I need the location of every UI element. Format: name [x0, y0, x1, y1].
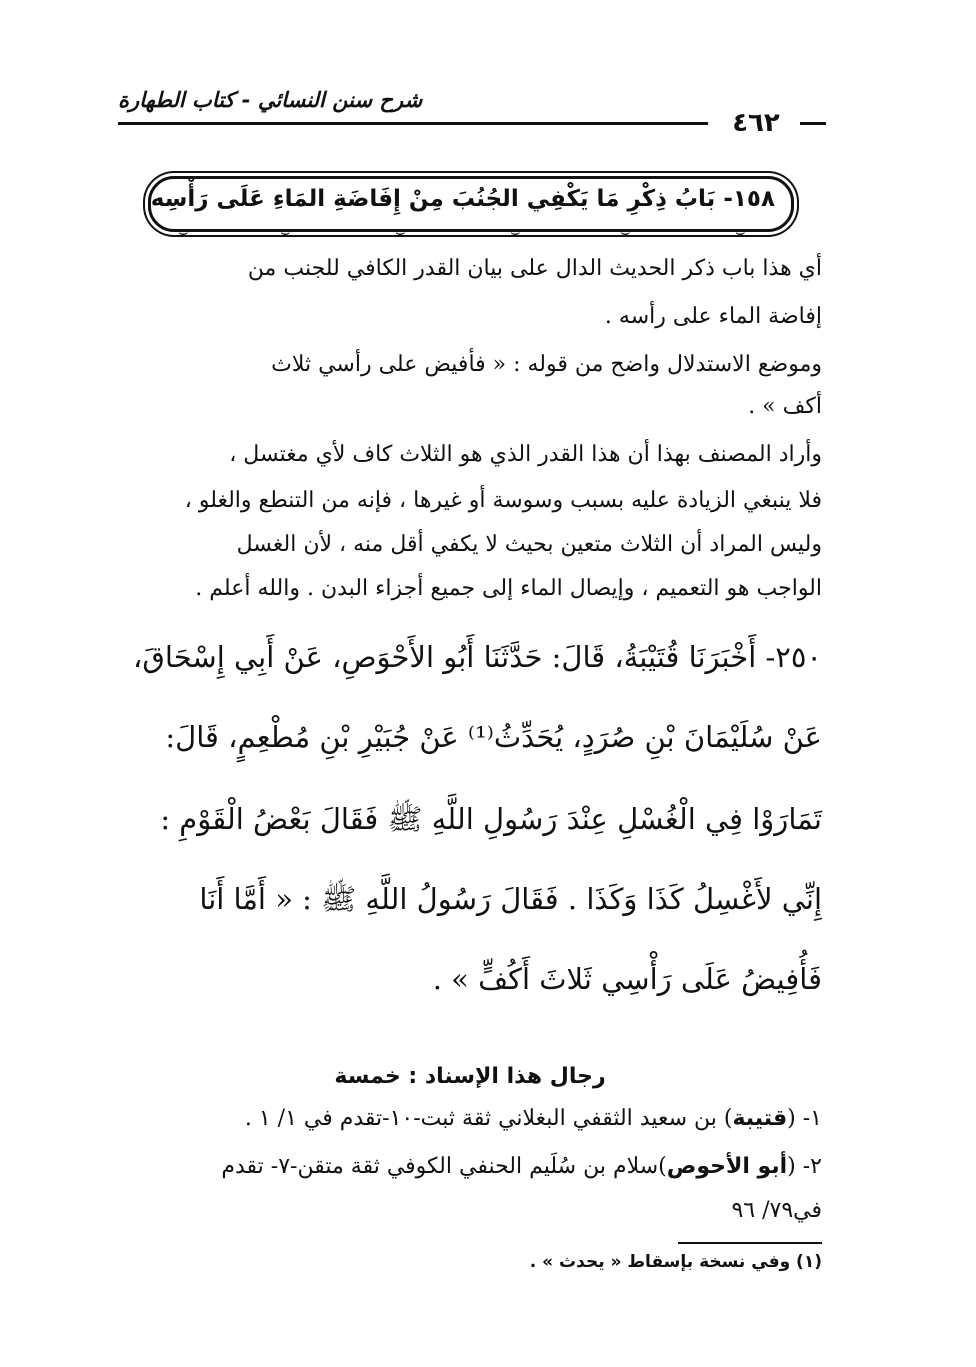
rijal-item-2 [118, 1154, 822, 1179]
ornament-icon: ⌣ [178, 222, 189, 241]
rijal-heading: رجال هذا الإسناد : خمسة [334, 1064, 606, 1089]
chapter-heading-box [148, 176, 794, 232]
rijal-item-1 [118, 1106, 822, 1131]
commentary-line: أي هذا باب ذكر الحديث الدال على بيان القدر الكافي للجنب من [247, 256, 822, 281]
hadith-line: إِنِّي لأَغْسِلُ كَذَا وَكَذَا . فَقَالَ رَسُولُ اللَّهِ ﷺ : « أَمَّا أَنَا [199, 882, 822, 916]
footnote-separator [678, 1242, 822, 1244]
commentary-line: وأراد المصنف بهذا أن هذا القدر الذي هو الثلاث كاف لأي مغتسل ، [229, 442, 822, 467]
commentary-line: الواجب هو التعميم ، وإيصال الماء إلى جميع أجزاء البدن . والله أعلم . [195, 576, 822, 601]
hadith-line: ٢٥٠- أَخْبَرَنَا قُتَيْبَةُ، قَالَ: حَدَّثَنَا أَبُو الأَحْوَصِ، عَنْ أَبِي إِسْحَاقَ، [133, 640, 822, 674]
rijal-item-text: ) بن سعيد الثقفي البغلاني ثقة ثبت-١٠-تقدم في ١/ ١ . [244, 1106, 733, 1131]
commentary-line: أكف » . [748, 394, 822, 419]
page-number: ٤٦٢ [732, 108, 780, 138]
rijal-item-prefix: ٢- ( [787, 1154, 822, 1179]
ornament-icon: ⌣ [510, 222, 521, 241]
ornament-icon: ⌣ [280, 222, 291, 241]
hadith-line: عَنْ سُلَيْمَانَ بْنِ صُرَدٍ، يُحَدِّثُ⁽¹⁾ عَنْ جُبَيْرِ بْنِ مُطْعِمٍ، قَالَ: [165, 720, 822, 754]
ornament-icon: ⌣ [735, 222, 746, 241]
header-rule [118, 122, 708, 125]
commentary-line: وليس المراد أن الثلاث متعين بحيث لا يكفي أقل منه ، لأن الغسل [236, 532, 822, 557]
hadith-line: تَمَارَوْا فِي الْغُسْلِ عِنْدَ رَسُولِ اللَّهِ ﷺ فَقَالَ بَعْضُ الْقَوْمِ : [160, 802, 822, 836]
chapter-title: ١٥٨- بَابُ ذِكْرِ مَا يَكْفِي الجُنُبَ مِنْ إِفَاضَةِ المَاءِ عَلَى رَأْسِه [150, 186, 775, 212]
footnote: (١) وفي نسخة بإسقاط « يحدث » . [529, 1252, 822, 1272]
rijal-item-2-continued: في٧٩/ ٩٦ [731, 1198, 822, 1223]
ornament-icon: ⌣ [620, 222, 631, 241]
ornament-icon: ⌣ [395, 222, 406, 241]
commentary-line: فلا ينبغي الزيادة عليه بسبب وسوسة أو غيرها ، فإنه من التنطع والغلو ، [184, 488, 822, 513]
commentary-line: إفاضة الماء على رأسه . [604, 304, 822, 329]
rijal-item-text: )سلام بن سُلَيم الحنفي الكوفي ثقة متقن-٧- تقدم [221, 1154, 667, 1179]
header-title: شرح سنن النسائي - كتاب الطهارة [118, 88, 423, 112]
narrator-name: قتيبة [732, 1106, 788, 1131]
narrator-name: أبو الأحوص [666, 1154, 788, 1179]
hadith-line: فَأُفِيضُ عَلَى رَأْسِي ثَلاثَ أَكُفٍّ » . [432, 962, 822, 996]
commentary-line: وموضع الاستدلال واضح من قوله : « فأفيض على رأسي ثلاث [271, 352, 822, 377]
header-rule-short [800, 122, 826, 125]
running-header [118, 80, 822, 140]
rijal-item-prefix: ١- ( [787, 1106, 822, 1131]
